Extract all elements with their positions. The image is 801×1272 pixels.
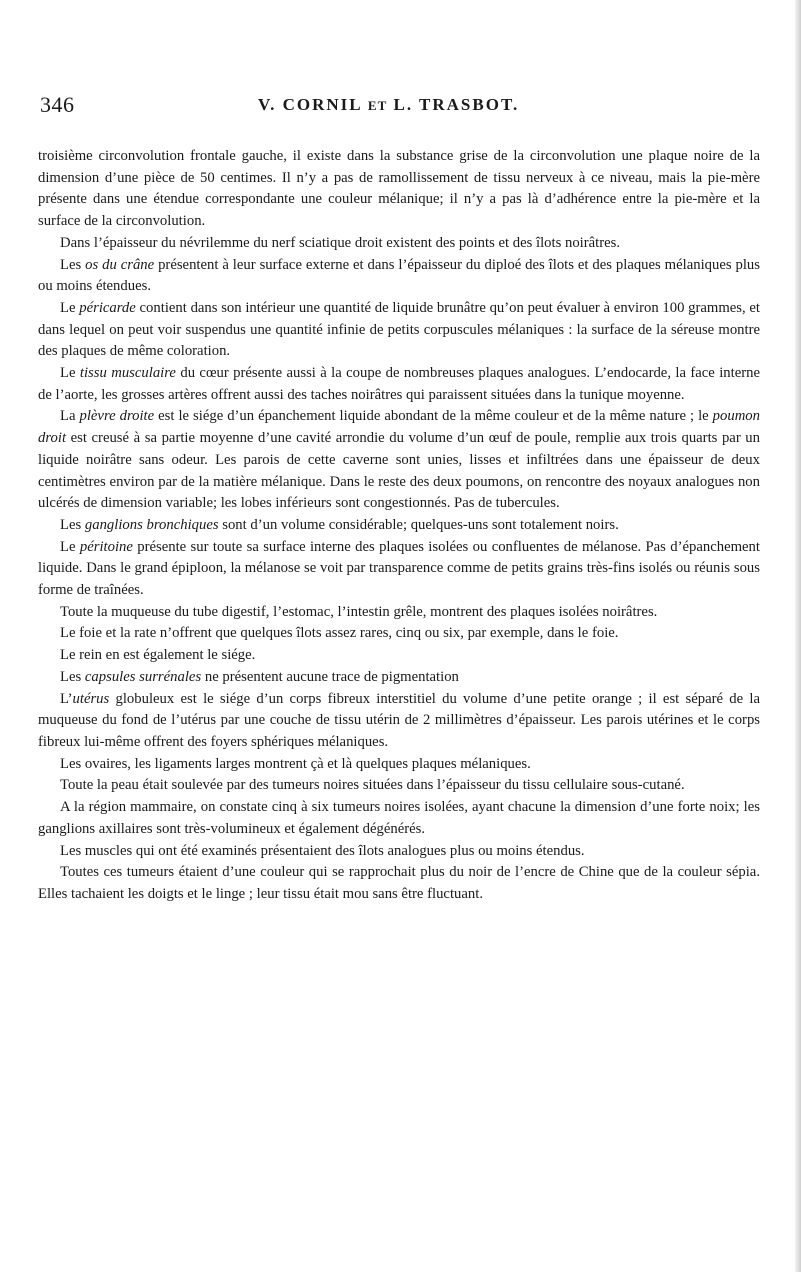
paragraph [38, 645, 760, 667]
paragraph-text: Le [60, 365, 80, 382]
running-head-and: ET [367, 98, 388, 113]
paragraph-text: Les muscles qui ont été examinés présentaient des îlots analogues plus ou moins étendus. [60, 842, 585, 859]
paragraph [38, 146, 760, 233]
paragraph-text: L’ [60, 690, 73, 707]
paragraph [38, 233, 760, 255]
italic-term: os du crâne [85, 256, 155, 273]
paragraph [38, 255, 760, 298]
paragraph-text: Les [60, 256, 86, 273]
paragraph [38, 841, 760, 863]
paragraph-text: Toute la peau était soulevée par des tumeurs noires situées dans l’épaisseur du tissu cellulaire sous-cutané. [60, 777, 685, 794]
paragraph [38, 602, 760, 624]
paragraph-text: Le foie et la rate n’offrent que quelques îlots assez rares, cinq ou six, par exemple, dans le foie. [60, 625, 619, 642]
paragraph [38, 623, 760, 645]
italic-term: tissu musculaire [79, 365, 176, 382]
paragraph-text: Les [60, 668, 85, 685]
paragraph-text: Dans l’épaisseur du névrilemme du nerf sciatique droit existent des points et des îlots noirâtres. [60, 234, 621, 251]
running-head-authors-1: V. CORNIL [258, 95, 362, 114]
paragraph-text: Le [60, 299, 80, 316]
paragraph-text: Toutes ces tumeurs étaient d’une couleur qui se rapprochait plus du noir de l’encre de Chine que de la couleur sépia. Elles tachaient les doigts et le linge ; leur tissu était mou sans être fluctuant. [38, 864, 760, 902]
paragraph [38, 689, 760, 754]
paragraph-text: est creusé à sa partie moyenne d’une cavité arrondie du volume d’un œuf de poule, remplie aux trois quarts par un liquide noirâtre sans odeur. Les parois de cette caverne sont unies, lisses et infiltrées dans une épaisseur de deux centimètres environ par de la matière mélanique. Dans le reste des deux poumons, on rencontre des noyaux analogues non ulcérés de dimension variable; les lobes inférieurs sont congestionnés. Pas de tubercules. [38, 430, 760, 512]
paragraph-text: Toute la muqueuse du tube digestif, l’estomac, l’intestin grêle, montrent des plaques isolées noirâtres. [60, 603, 658, 620]
running-head [258, 95, 519, 115]
page-number: 346 [40, 92, 75, 117]
paragraph-text: A la région mammaire, on constate cinq à six tumeurs noires isolées, ayant chacune la dimension d’une forte noix; les ganglions axillaires sont très-volumineux et également dégénérés. [38, 799, 760, 837]
paragraph-text: présentent à leur surface externe et dans l’épaisseur du diploé des îlots et des plaques mélaniques plus ou moins étendues. [38, 256, 760, 295]
paragraph-text: est le siége d’un épanchement liquide abondant de la même couleur et de la même nature ; le [154, 408, 713, 425]
paragraph-text: Le rein en est également le siége. [60, 647, 256, 664]
paragraph-text: Le [60, 538, 80, 555]
paragraph [38, 406, 760, 515]
italic-term: péritoine [79, 538, 133, 555]
italic-term: poumon droit [38, 408, 760, 447]
page-header [38, 92, 760, 122]
page-edge-shadow [795, 0, 801, 1272]
paragraph-text: globuleux est le siége d’un corps fibreux interstitiel du volume d’une petite orange ; il est séparé de la muqueuse du fond de l’utérus par une couche de tissu utérin de 2 millimètres d’épaisseur. Les parois utérines et le corps fibreux lui-même offrent des foyers sphériques mélaniques. [38, 690, 760, 750]
paragraph [38, 862, 760, 905]
paragraph-text: troisième circonvolution frontale gauche, il existe dans la substance grise de la circonvolution une plaque noire de la dimension d’une pièce de 50 centimes. Il n’y a pas de ramollissement de tissu nerveux à ce niveau, mais la pie-mère présente dans une étendue correspondante une couleur mélanique; il n’y a pas là d’adhérence entre la pie-mère et la surface de la circonvolution. [38, 148, 760, 230]
italic-term: péricarde [79, 299, 136, 316]
italic-term: utérus [72, 690, 110, 707]
paragraph-text: Les ovaires, les ligaments larges montrent çà et là quelques plaques mélaniques. [60, 755, 531, 772]
running-head-authors-2: L. TRASBOT. [393, 95, 520, 114]
italic-term: plèvre droite [79, 408, 155, 425]
paragraph-text: présente sur toute sa surface interne des plaques isolées ou confluentes de mélanose. Pas d’épanchement liquide. Dans le grand épiploon, la mélanose se voit par transparence comme de petits grains très-fins isolés ou réunis sous forme de traînées. [38, 538, 760, 599]
paragraph [38, 754, 760, 776]
paragraph [38, 298, 760, 363]
italic-term: capsules surrénales [84, 668, 202, 685]
paragraph-text: sont d’un volume considérable; quelques-uns sont totalement noirs. [218, 516, 619, 533]
paragraph-text: ne présentent aucune trace de pigmentation [201, 668, 459, 685]
paragraph [38, 537, 760, 602]
paragraph [38, 515, 760, 537]
paragraph [38, 667, 760, 689]
paragraph-text: du cœur présente aussi à la coupe de nombreuses plaques analogues. L’endocarde, la face interne de l’aorte, les grosses artères offrent aussi des taches noirâtres qui paraissent situées dans la tunique moyenne. [38, 365, 760, 403]
paragraph [38, 363, 760, 406]
body-text [38, 146, 760, 906]
paragraph [38, 797, 760, 840]
paragraph [38, 775, 760, 797]
paragraph-text: Les [60, 516, 85, 533]
paragraph-text: La [60, 408, 80, 425]
italic-term: ganglions bronchiques [84, 516, 219, 533]
paragraph-text: contient dans son intérieur une quantité de liquide brunâtre qu’on peut évaluer à environ 100 grammes, et dans lequel on peut voir suspendus une quantité infinie de petits corpuscules mélaniques : la surface de la séreuse montre des plaques de même coloration. [38, 299, 760, 360]
